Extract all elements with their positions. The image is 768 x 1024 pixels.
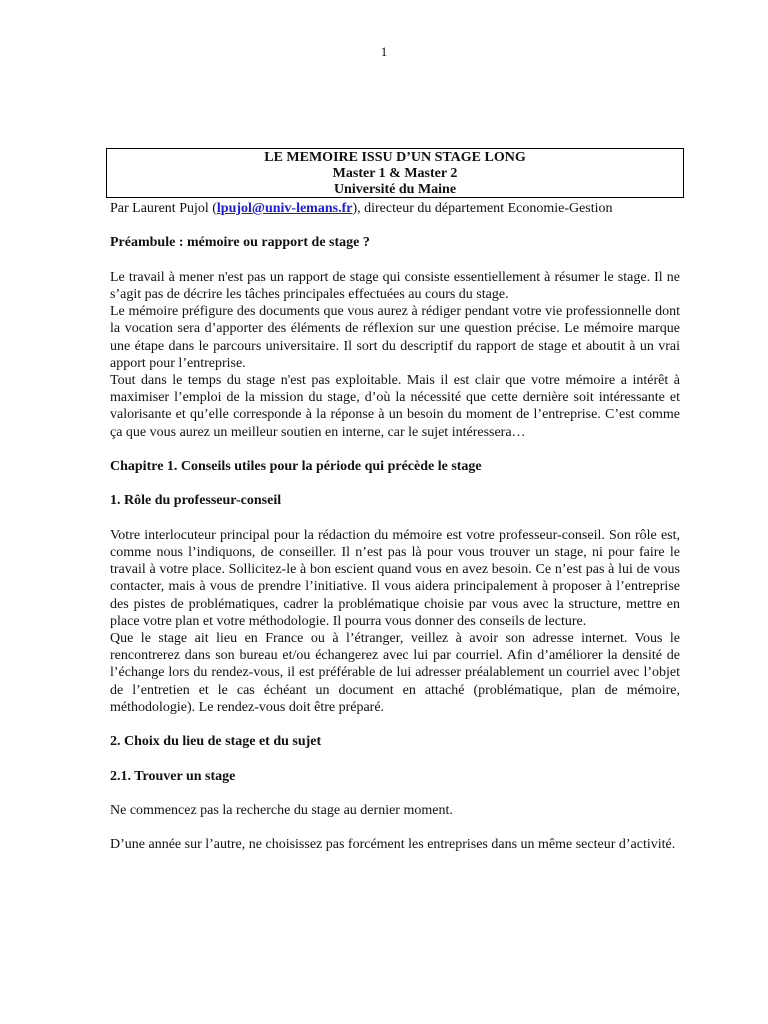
section-1-paragraph-2: Que le stage ait lieu en France ou à l’étranger, veillez à avoir son adresse internet. Vous le rencontrerez dans son bureau et/ou échangerez avec lui par courriel. Afin d’améliorer la densité de l’échange lors du rendez-vous, il est préférable de lui adresser préalablement un courriel avec l’objet de l’entretien et le cas échéant un document en attaché (problématique, plan de mémoire, méthodologie). Le rendez-vous doit être préparé.	[110, 631, 680, 715]
section-2-1-paragraph-1: Ne commencez pas la recherche du stage au dernier moment.	[110, 802, 453, 818]
preamble-paragraph-3: Tout dans le temps du stage n'est pas exploitable. Mais il est clair que votre mémoire a intérêt à maximiser l’emploi de la mission du stage, d’où la nécessité que cette dernière soit intéressante et valorisante et qu’elle corresponde à la réponse à un besoin du moment de l’entreprise. C’est comme ça que vous aurez un meilleur soutien en interne, car le sujet intéressera…	[110, 373, 680, 440]
author-email-link[interactable]: lpujol@univ-lemans.fr	[216, 201, 353, 216]
author-prefix: Par Laurent Pujol (	[110, 201, 217, 216]
chapter-1-heading: Chapitre 1. Conseils utiles pour la période qui précède le stage	[110, 459, 482, 474]
title-line-2: Master 1 & Master 2	[332, 166, 458, 181]
title-line-3: Université du Maine	[333, 182, 457, 197]
section-1-paragraph-1: Votre interlocuteur principal pour la rédaction du mémoire est votre professeur-conseil. Son rôle est, comme nous l’indiquons, de conseiller. Il n’est pas là pour vous trouver un stage, ni pour faire le travail à votre place. Sollicitez-le à bon escient quand vous en avez besoin. Ce n’est pas à lui de vous contacter, mais à vous de prendre l’initiative. Il vous aidera principalement à proposer à l’entreprise des pistes de problématiques, cadrer la problématique choisie par vous avec la structure, mettre en place votre plan et votre méthodologie. Il pourra vous donner des conseils de lecture.	[110, 527, 680, 629]
author-suffix: ), directeur du département Economie-Gestion	[352, 201, 613, 216]
title-line-1: LE MEMOIRE ISSU D’UN STAGE LONG	[264, 150, 526, 165]
preamble-paragraph-2: Le mémoire préfigure des documents que vous aurez à rédiger pendant votre vie professionnelle dont la vocation sera d’apporter des éléments de réflexion sur une question précise. Le mémoire marque une étape dans le parcours universitaire. Il sort du descriptif du rapport de stage et aboutit à un vrai apport pour l’entreprise.	[110, 304, 680, 371]
page-number: 1	[380, 44, 388, 59]
section-2-1-paragraph-2: D’une année sur l’autre, ne choisissez pas forcément les entreprises dans un même secteur d’activité.	[110, 837, 676, 853]
title-box	[106, 148, 684, 198]
section-2-heading: 2. Choix du lieu de stage et du sujet	[110, 734, 322, 750]
document-body	[110, 200, 680, 854]
preamble-heading: Préambule : mémoire ou rapport de stage ?	[110, 235, 370, 251]
author-line	[110, 200, 680, 217]
section-1-heading: 1. Rôle du professeur-conseil	[110, 493, 282, 509]
section-2-1-heading: 2.1. Trouver un stage	[110, 768, 236, 784]
preamble-paragraph-1: Le travail à mener n'est pas un rapport de stage qui consiste essentiellement à résumer le stage. Il ne s’agit pas de décrire les tâches principales effectuées au cours du stage.	[110, 269, 680, 302]
